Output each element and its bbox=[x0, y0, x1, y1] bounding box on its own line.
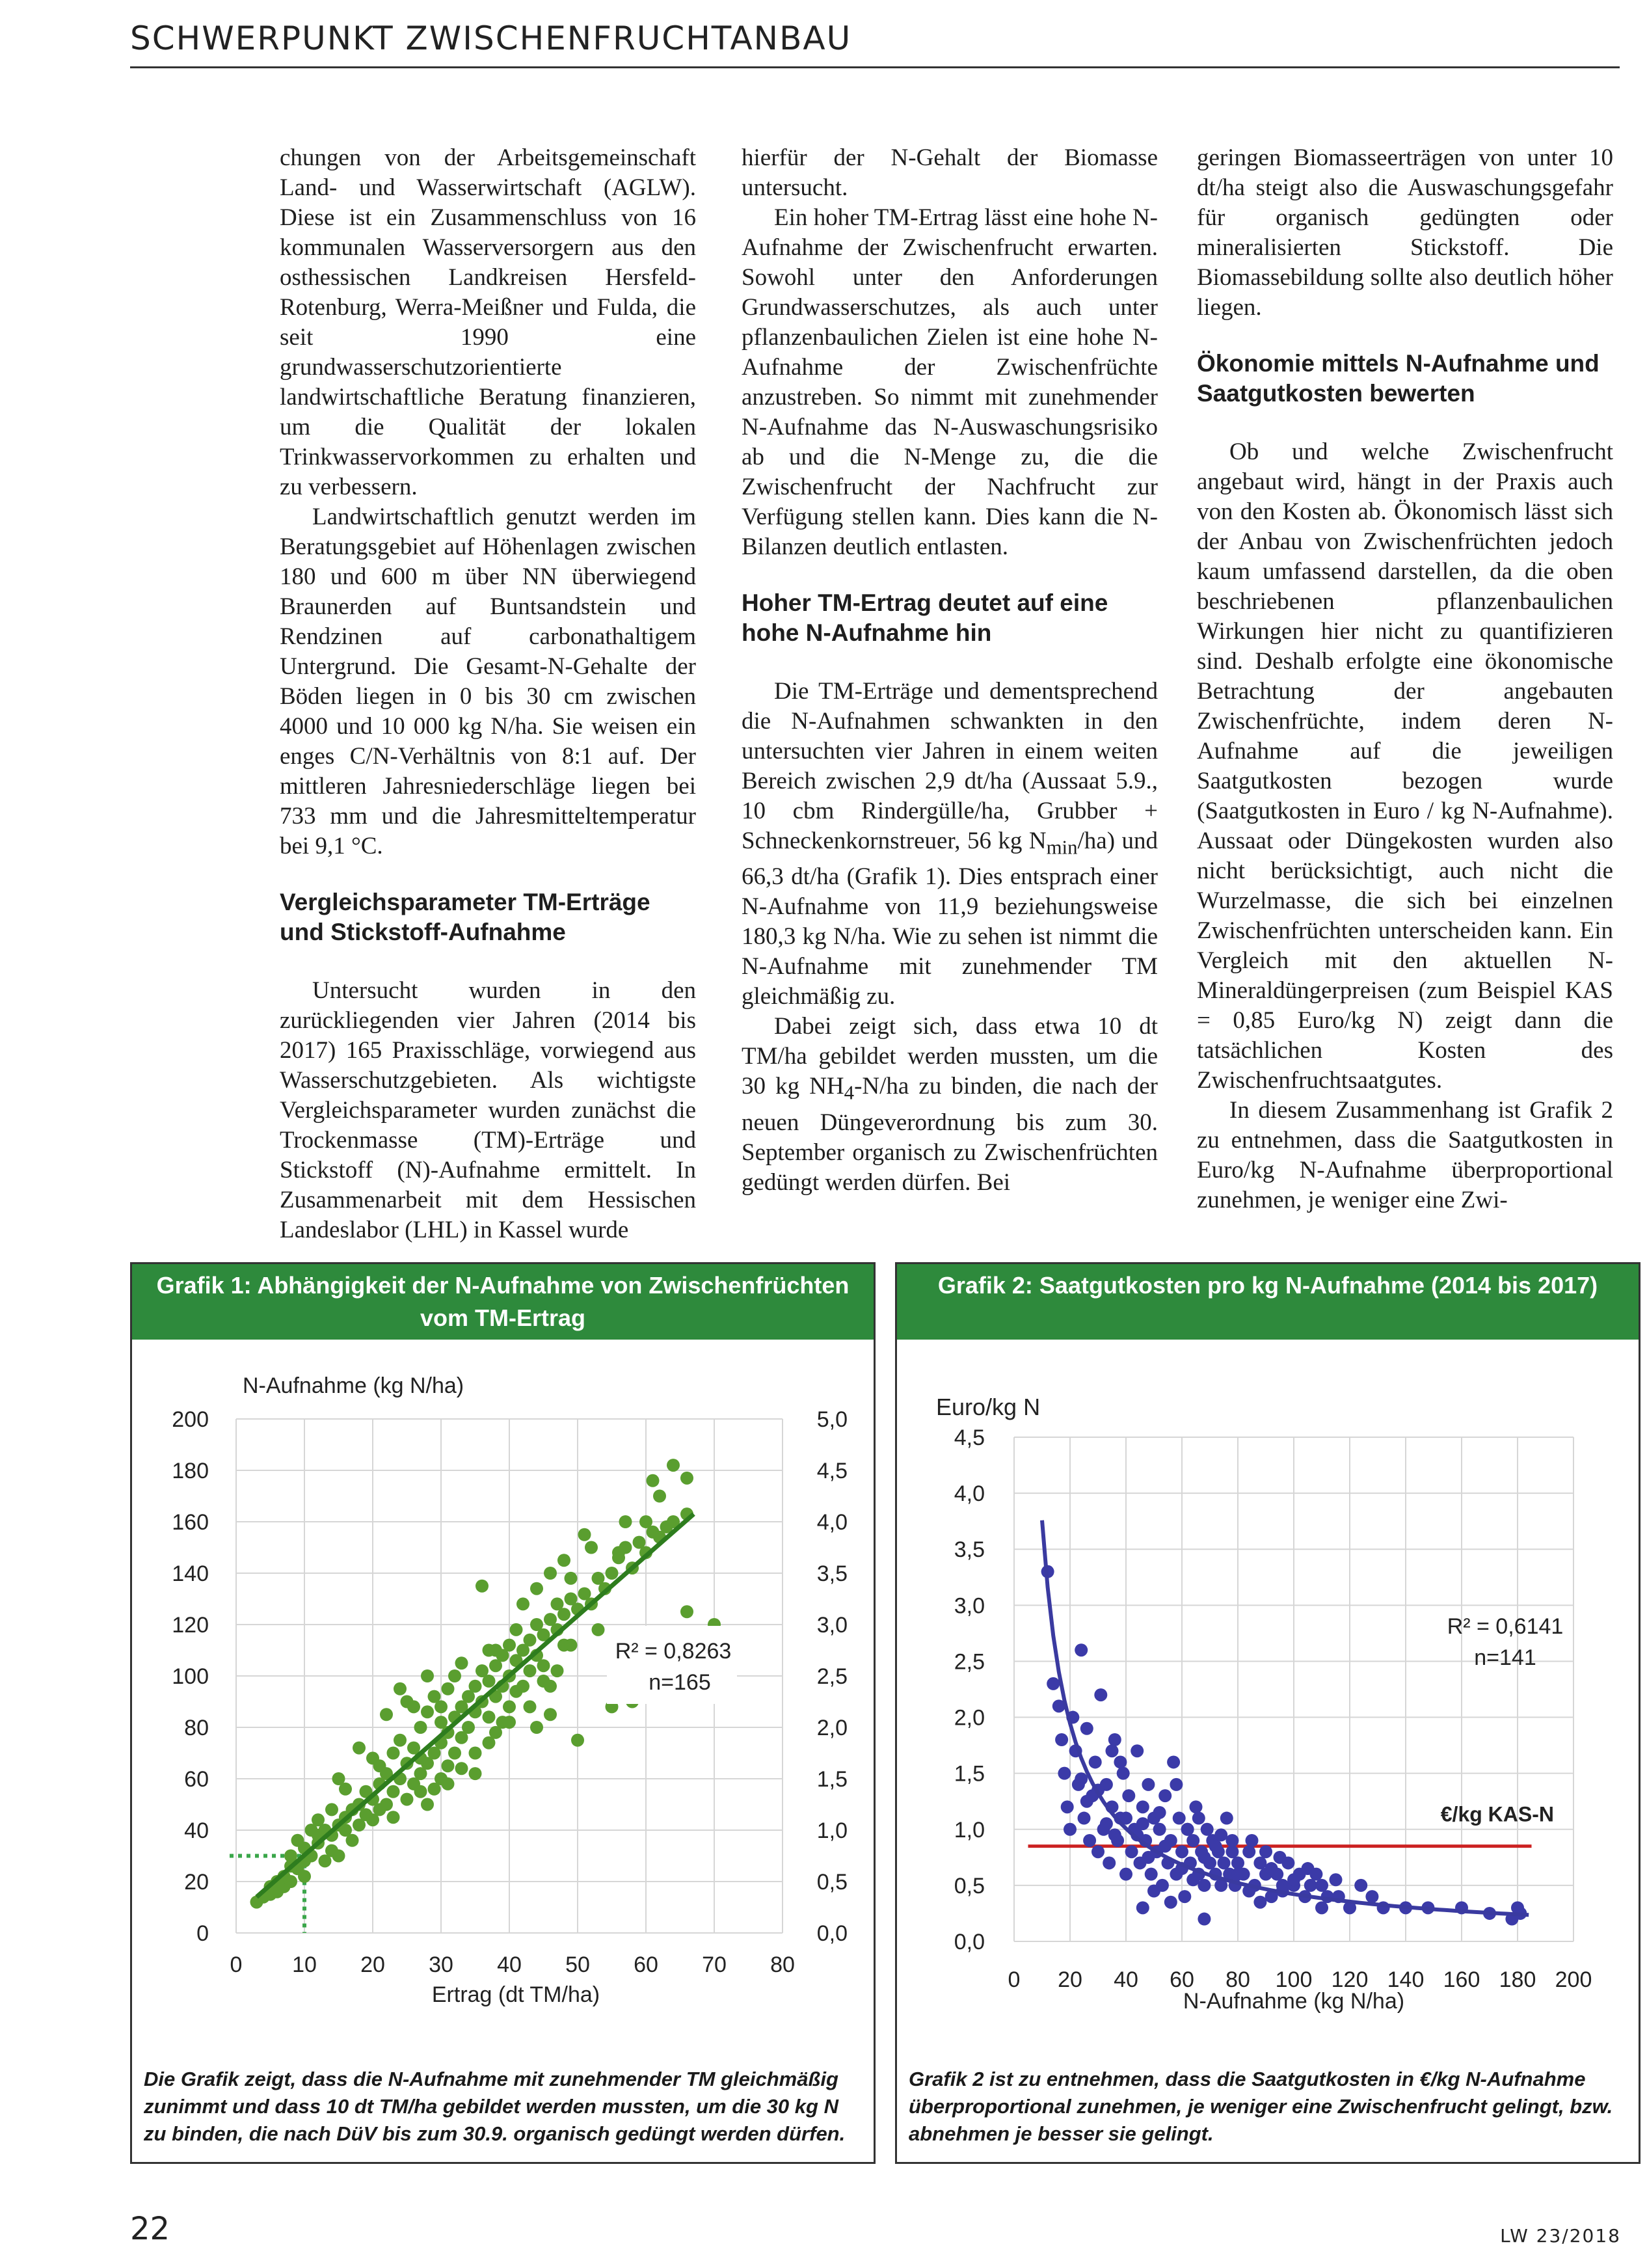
data-point bbox=[1287, 1873, 1300, 1886]
data-point bbox=[1080, 1722, 1093, 1735]
data-point bbox=[305, 1824, 318, 1837]
data-point bbox=[516, 1597, 529, 1610]
data-point bbox=[1225, 1834, 1239, 1847]
data-point bbox=[1147, 1885, 1160, 1898]
paragraph: chungen von der Arbeitsgemeinschaft Land- und Wasserwirtschaft (AGLW). Diese ist ein Zusammenschluss von 16 kommunalen Wasserversorgern aus den osthessischen Landkreisen Hersfeld-Rotenburg, Werra-Meißner und Fulda, die seit 1990 eine grundwasserschutzorientierte landwirtschaftliche Beratung finanzieren, um die Qualität der lokalen Trinkwasservorkommen zu erhalten und zu verbessern. bbox=[280, 144, 696, 500]
chart-2-caption: Grafik 2 ist zu entnehmen, dass die Saatgutkosten in €/kg N-Aufnahme überproportional zunehmen, je weniger eine Zwischenfrucht gelingt, bzw. abnehmen je besser sie gelingt. bbox=[909, 2068, 1613, 2145]
data-point bbox=[407, 1700, 420, 1713]
data-point bbox=[1075, 1643, 1088, 1656]
data-point bbox=[387, 1811, 400, 1824]
subheading: Ökonomie mittels N-Aufnahme und Saatgutkosten bewerten bbox=[1197, 350, 1600, 407]
data-point bbox=[346, 1834, 359, 1847]
data-point bbox=[592, 1623, 605, 1636]
data-point bbox=[380, 1708, 393, 1721]
data-point bbox=[1131, 1744, 1144, 1757]
y-tick-label: 0,5 bbox=[954, 1873, 985, 1898]
chart-2-heading: Grafik 2: Saatgutkosten pro kg N-Aufnahme (2014 bis 2017) bbox=[897, 1264, 1639, 1340]
y-tick-label: 4,5 bbox=[954, 1425, 985, 1450]
data-point bbox=[557, 1554, 570, 1567]
data-point bbox=[537, 1659, 550, 1672]
data-point bbox=[1153, 1823, 1166, 1836]
data-point bbox=[503, 1700, 516, 1713]
header-rule bbox=[130, 66, 1620, 68]
x-tick-label: 30 bbox=[429, 1952, 453, 1977]
data-point bbox=[1047, 1677, 1060, 1690]
y2-tick-label: 2,5 bbox=[816, 1664, 848, 1689]
data-point bbox=[530, 1721, 543, 1734]
data-point bbox=[1167, 1755, 1180, 1768]
data-point bbox=[448, 1669, 461, 1682]
data-point bbox=[483, 1675, 496, 1688]
data-point bbox=[1265, 1862, 1278, 1875]
y2-tick-label: 0,5 bbox=[816, 1870, 848, 1895]
y2-tick-label: 3,5 bbox=[816, 1561, 848, 1586]
data-point bbox=[394, 1734, 407, 1747]
data-point bbox=[1075, 1772, 1088, 1785]
data-point bbox=[1091, 1845, 1105, 1858]
data-point bbox=[373, 1759, 386, 1772]
data-point bbox=[442, 1759, 455, 1772]
x-tick-label: 180 bbox=[1499, 1967, 1536, 1992]
data-point bbox=[380, 1798, 393, 1811]
data-point bbox=[435, 1700, 448, 1713]
text-run: Die TM-Erträge und dementsprechend die N-Aufnahmen schwankten in den untersuchten vier Jahren in einem weiten Bereich zwischen 2,9 dt/ha (Aussaat 5.9., 10 cbm Rindergülle/ha, Grubber + Schneckenkornstreuer, 56 kg N bbox=[742, 678, 1158, 854]
x-tick-label: 200 bbox=[1555, 1967, 1592, 1992]
data-point bbox=[483, 1710, 496, 1723]
x-axis-label: Ertrag (dt TM/ha) bbox=[431, 1982, 600, 2007]
data-point bbox=[442, 1682, 455, 1695]
chart-2-box bbox=[895, 1262, 1640, 2164]
paragraph: Ein hoher TM-Ertrag lässt eine hohe N-Aufnahme der Zwischenfrucht erwarten. Sowohl unter den Anforderungen Grundwasserschutzes, als auch unter pflanzenbaulichen Zielen ist eine hohe N-Aufnahme der Zwischenfrüchte anzustreben. So nimmt mit zunehmender N-Aufnahme das N-Auswaschungsrisiko ab und die N-Menge zu, die die Zwischenfrucht der Nachfrucht zur Verfügung stellen kann. Dies kann die N-Bilanzen deutlich entlasten. bbox=[742, 204, 1158, 560]
data-point bbox=[1220, 1812, 1233, 1825]
data-point bbox=[551, 1664, 564, 1677]
x-tick-label: 100 bbox=[1275, 1967, 1313, 1992]
y2-tick-label: 0,0 bbox=[816, 1921, 848, 1946]
y-tick-label: 200 bbox=[172, 1407, 209, 1432]
x-tick-label: 140 bbox=[1387, 1967, 1425, 1992]
x-tick-label: 70 bbox=[702, 1952, 727, 1977]
data-point bbox=[469, 1747, 482, 1760]
y2-tick-label: 5,0 bbox=[816, 1407, 848, 1432]
data-point bbox=[1164, 1896, 1177, 1909]
article-column-2 bbox=[742, 143, 1158, 1249]
y-tick-label: 4,0 bbox=[954, 1481, 985, 1507]
paragraph bbox=[742, 1012, 1158, 1197]
y-tick-label: 1,0 bbox=[954, 1817, 985, 1843]
x-tick-label: 20 bbox=[360, 1952, 385, 1977]
x-tick-label: 10 bbox=[292, 1952, 317, 1977]
data-point bbox=[1225, 1845, 1239, 1858]
x-tick-label: 40 bbox=[497, 1952, 522, 1977]
data-point bbox=[1201, 1823, 1214, 1836]
data-point bbox=[524, 1700, 537, 1713]
data-point bbox=[1058, 1767, 1071, 1780]
data-point bbox=[1231, 1868, 1244, 1881]
chart-1-heading: Grafik 1: Abhängigkeit der N-Aufnahme von Zwischenfrüchten vom TM-Ertrag bbox=[132, 1264, 874, 1340]
data-point bbox=[1125, 1845, 1138, 1858]
text-run: Dabei zeigt sich, dass etwa 10 dt TM/ha gebildet werden mussten, um die 30 kg NH bbox=[742, 1013, 1158, 1100]
data-point bbox=[387, 1747, 400, 1760]
data-point bbox=[496, 1716, 509, 1729]
article-column-3 bbox=[1197, 143, 1613, 1249]
y-tick-label: 3,0 bbox=[954, 1593, 985, 1619]
data-point bbox=[619, 1515, 632, 1528]
data-point bbox=[1259, 1845, 1272, 1858]
r-squared-label: R² = 0,8263 bbox=[615, 1639, 732, 1664]
x-tick-label: 0 bbox=[230, 1952, 243, 1977]
data-point bbox=[421, 1669, 434, 1682]
data-point bbox=[291, 1834, 304, 1847]
data-point bbox=[421, 1798, 434, 1811]
data-point bbox=[1315, 1901, 1328, 1914]
data-point bbox=[442, 1777, 455, 1790]
data-point bbox=[1192, 1812, 1205, 1825]
data-point bbox=[510, 1685, 523, 1698]
paragraph: In diesem Zusammenhang ist Grafik 2 zu entnehmen, dass die Saatgutkosten in Euro/kg N-Aufnahme überproportional zunehmen, je weniger eine Zwi- bbox=[1197, 1097, 1613, 1213]
data-point bbox=[578, 1528, 591, 1541]
y-axis-label: N-Aufnahme (kg N/ha) bbox=[243, 1373, 464, 1398]
data-point bbox=[1214, 1828, 1227, 1841]
data-point bbox=[353, 1742, 366, 1755]
data-point bbox=[1119, 1868, 1132, 1881]
data-point bbox=[1170, 1778, 1183, 1791]
y-tick-label: 120 bbox=[172, 1613, 209, 1638]
data-point bbox=[653, 1490, 666, 1503]
x-tick-label: 160 bbox=[1443, 1967, 1480, 1992]
article-column-1 bbox=[280, 143, 696, 1249]
x-tick-label: 0 bbox=[1008, 1967, 1021, 1992]
data-point bbox=[1136, 1800, 1149, 1813]
data-point bbox=[1158, 1840, 1172, 1853]
data-point bbox=[565, 1639, 578, 1652]
data-point bbox=[1274, 1851, 1287, 1864]
data-point bbox=[462, 1721, 475, 1734]
data-point bbox=[1094, 1688, 1107, 1701]
paragraph: Landwirtschaftlich genutzt werden im Beratungsgebiet auf Höhenlagen zwischen 180 und 600 m über NN überwiegend Braunerden auf Buntsandstein und Rendzinen auf carbonathaltigem Untergrund. Die Gesamt-N-Gehalte der Böden liegen in 0 bis 30 cm zwischen 4000 und 10 000 kg N/ha. Sie weisen ein enges C/N-Verhältnis von 8:1 auf. Der mittleren Jahresniederschläge liegen bei 733 mm und die Jahresmitteltemperatur bei 9,1 °C. bbox=[280, 504, 696, 859]
data-point bbox=[1253, 1896, 1266, 1909]
x-tick-label: 80 bbox=[1225, 1967, 1250, 1992]
data-point bbox=[1145, 1868, 1158, 1881]
y-tick-label: 140 bbox=[172, 1561, 209, 1586]
y-tick-label: 0 bbox=[196, 1921, 209, 1946]
data-point bbox=[483, 1736, 496, 1749]
data-point bbox=[606, 1567, 619, 1580]
data-point bbox=[1198, 1879, 1211, 1892]
data-point bbox=[565, 1572, 578, 1585]
paragraph: hierfür der N-Gehalt der Biomasse untersucht. bbox=[742, 144, 1158, 201]
chart-1-caption: Die Grafik zeigt, dass die N-Aufnahme mit zunehmender TM gleichmäßig zunimmt und dass 10 dt TM/ha gebildet werden mussten, um die 30 kg N zu binden, die nach DüV bis zum 30.9. organisch gedüngt werden dürfen. bbox=[144, 2068, 846, 2145]
y-tick-label: 1,5 bbox=[954, 1761, 985, 1787]
data-point bbox=[1231, 1856, 1244, 1869]
data-point bbox=[1158, 1789, 1172, 1802]
data-point bbox=[1142, 1778, 1155, 1791]
chart-1-svg bbox=[132, 1340, 874, 2016]
data-point bbox=[1178, 1890, 1191, 1903]
data-point bbox=[1055, 1733, 1068, 1746]
data-point bbox=[1108, 1828, 1121, 1841]
x-tick-label: 120 bbox=[1331, 1967, 1369, 1992]
data-point bbox=[401, 1793, 414, 1806]
data-point bbox=[530, 1582, 543, 1595]
data-point bbox=[1080, 1795, 1093, 1808]
r-squared-label: R² = 0,6141 bbox=[1447, 1614, 1564, 1639]
y2-tick-label: 2,0 bbox=[816, 1716, 848, 1740]
data-point bbox=[1253, 1856, 1266, 1869]
y-tick-label: 80 bbox=[184, 1716, 209, 1740]
data-point bbox=[1181, 1823, 1194, 1836]
data-point bbox=[503, 1639, 516, 1652]
section-title: SCHWERPUNKT ZWISCHENFRUCHTANBAU bbox=[130, 20, 852, 57]
data-point bbox=[1173, 1812, 1186, 1825]
chart-2-svg bbox=[897, 1340, 1639, 2016]
issue-label: LW 23/2018 bbox=[1500, 2225, 1621, 2247]
paragraph: geringen Biomasseerträgen von unter 10 dt/ha steigt also die Auswaschungsgefahr für organisch gedüngten oder mineralisierten Stickstoff. Die Biomassebildung sollte also deutlich höher liegen. bbox=[1197, 144, 1613, 321]
data-point bbox=[537, 1675, 550, 1688]
data-point bbox=[647, 1474, 660, 1487]
data-point bbox=[1315, 1879, 1328, 1892]
data-point bbox=[414, 1785, 427, 1798]
page-number: 22 bbox=[130, 2211, 170, 2247]
data-point bbox=[524, 1634, 537, 1647]
y-tick-label: 40 bbox=[184, 1818, 209, 1843]
y2-tick-label: 3,0 bbox=[816, 1613, 848, 1638]
y-tick-label: 180 bbox=[172, 1459, 209, 1483]
text-run: /ha) und 66,3 dt/ha (Grafik 1). Dies entsprach einer N-Aufnahme von 11,9 beziehungsweise 180,3 kg N/ha. Wie zu sehen ist nimmt die N-Aufnahme mit zunehmender TM gleichmäßig zu. bbox=[742, 828, 1158, 1010]
data-point bbox=[1218, 1856, 1231, 1869]
data-point bbox=[544, 1567, 557, 1580]
y-tick-label: 3,5 bbox=[954, 1537, 985, 1563]
subheading: Vergleichsparameter TM-Erträge und Stickstoff-Aufnahme bbox=[280, 889, 650, 945]
data-point bbox=[455, 1656, 468, 1669]
data-point bbox=[1209, 1840, 1222, 1853]
data-point bbox=[448, 1747, 461, 1760]
data-point bbox=[557, 1608, 570, 1621]
x-tick-label: 80 bbox=[770, 1952, 795, 1977]
data-point bbox=[1061, 1800, 1074, 1813]
data-point bbox=[1117, 1767, 1130, 1780]
data-point bbox=[1198, 1851, 1211, 1864]
data-point bbox=[469, 1767, 482, 1780]
data-point bbox=[1175, 1845, 1188, 1858]
sample-size-label: n=165 bbox=[649, 1670, 711, 1695]
y-axis-label: Euro/kg N bbox=[936, 1394, 1041, 1420]
data-point bbox=[489, 1644, 502, 1657]
data-point bbox=[469, 1680, 482, 1693]
data-point bbox=[1190, 1800, 1203, 1813]
x-tick-label: 60 bbox=[634, 1952, 658, 1977]
data-point bbox=[1078, 1812, 1091, 1825]
y2-tick-label: 1,0 bbox=[816, 1818, 848, 1843]
x-tick-label: 20 bbox=[1058, 1967, 1082, 1992]
y-tick-label: 160 bbox=[172, 1510, 209, 1535]
data-point bbox=[1304, 1879, 1317, 1892]
data-point bbox=[1242, 1845, 1255, 1858]
x-tick-label: 60 bbox=[1170, 1967, 1194, 1992]
data-point bbox=[1108, 1733, 1121, 1746]
data-point bbox=[1089, 1755, 1102, 1768]
text-run: -N/ha zu binden, die nach der neuen Düngeverordnung bis zum 30. September organisch zu Zwischenfrüchten gedüngt werden dürfen. Bei bbox=[742, 1073, 1158, 1196]
y-tick-label: 2,5 bbox=[954, 1649, 985, 1675]
data-point bbox=[1083, 1834, 1096, 1847]
data-point bbox=[1302, 1862, 1315, 1875]
data-point bbox=[1064, 1823, 1077, 1836]
data-point bbox=[510, 1623, 523, 1636]
data-point bbox=[1365, 1890, 1378, 1903]
data-point bbox=[332, 1850, 345, 1863]
data-point bbox=[421, 1705, 434, 1718]
y-tick-label: 20 bbox=[184, 1870, 209, 1895]
data-point bbox=[455, 1762, 468, 1775]
x-axis-label: N-Aufnahme (kg N/ha) bbox=[1183, 1989, 1405, 2014]
data-point bbox=[639, 1515, 652, 1528]
y-tick-label: 0,0 bbox=[954, 1930, 985, 1954]
data-point bbox=[414, 1721, 427, 1734]
data-point bbox=[394, 1682, 407, 1695]
paragraph: Untersucht wurden in den zurückliegenden vier Jahren (2014 bis 2017) 165 Praxisschläge, vorwiegend aus Wasserschutzgebieten. Als wichtigste Vergleichsparameter wurden zunächst die Trockenmasse (TM)-Erträge und Stickstoff (N)-Aufnahme ermittelt. In Zusammenarbeit mit dem Hessischen Landeslabor (LHL) in Kassel wurde bbox=[280, 977, 696, 1243]
sample-size-label: n=141 bbox=[1474, 1645, 1536, 1670]
data-point bbox=[1103, 1856, 1116, 1869]
subscript: min bbox=[1046, 836, 1078, 859]
chart-1-box bbox=[130, 1262, 876, 2164]
y-tick-label: 2,0 bbox=[954, 1705, 985, 1731]
y-tick-label: 60 bbox=[184, 1767, 209, 1792]
kas-reference-label: €/kg KAS-N bbox=[1440, 1802, 1554, 1826]
data-point bbox=[1153, 1806, 1166, 1819]
data-point bbox=[325, 1803, 338, 1816]
data-point bbox=[680, 1605, 693, 1618]
data-point bbox=[1136, 1817, 1149, 1830]
data-point bbox=[1106, 1744, 1119, 1757]
data-point bbox=[1114, 1755, 1127, 1768]
subscript: 4 bbox=[844, 1081, 855, 1104]
data-point bbox=[1122, 1789, 1135, 1802]
data-point bbox=[1136, 1901, 1149, 1914]
data-point bbox=[1142, 1851, 1155, 1864]
data-point bbox=[1186, 1834, 1199, 1847]
y2-tick-label: 4,0 bbox=[816, 1510, 848, 1535]
data-point bbox=[1330, 1873, 1343, 1886]
subheading: Hoher TM-Ertrag deutet auf eine hohe N-Aufnahme hin bbox=[742, 589, 1108, 646]
data-point bbox=[612, 1546, 625, 1559]
data-point bbox=[571, 1734, 584, 1747]
data-point bbox=[1186, 1873, 1199, 1886]
x-tick-label: 40 bbox=[1114, 1967, 1138, 1992]
data-point bbox=[1100, 1817, 1113, 1830]
paragraph: Ob und welche Zwischenfrucht angebaut wird, hängt in der Praxis auch von den Kosten ab. Ökonomisch lässt sich der Anbau von Zwischenfrüchten jedoch kaum umfassend darstellen, da die oben beschriebenen pflanzenbaulichen Wirkungen hier nicht zu quantifizieren sind. Deshalb erfolgte eine ökonomische Betrachtung der angebauten Zwischenfrüchte, indem deren N-Aufnahme auf die jeweiligen Saatgutkosten bezogen wurde (Saatgutkosten in Euro / kg N-Aufnahme). Aussaat oder Düngekosten wurden also nicht berücksichtigt, auch nicht die Wurzelmasse, die sich bei einzelnen Zwischenfrüchten unterscheiden kann. Ein Vergleich mit den aktuellen N-Mineraldüngerpreisen (zum Beispiel KAS = 0,85 Euro/kg N) zeigt dann die tatsächlichen Kosten des Zwischenfruchtsaatgutes. bbox=[1197, 439, 1613, 1094]
data-point bbox=[544, 1708, 557, 1721]
data-point bbox=[667, 1459, 680, 1472]
data-point bbox=[475, 1580, 489, 1593]
x-tick-label: 50 bbox=[565, 1952, 590, 1977]
y2-tick-label: 1,5 bbox=[816, 1767, 848, 1792]
y-tick-label: 100 bbox=[172, 1664, 209, 1689]
data-point bbox=[1246, 1834, 1259, 1847]
data-point bbox=[332, 1772, 345, 1785]
data-point bbox=[298, 1870, 311, 1883]
y2-tick-label: 4,5 bbox=[816, 1459, 848, 1483]
data-point bbox=[680, 1472, 693, 1485]
data-point bbox=[585, 1541, 598, 1554]
paragraph bbox=[742, 677, 1158, 1012]
data-point bbox=[1198, 1913, 1211, 1926]
data-point bbox=[428, 1783, 441, 1796]
data-point bbox=[1354, 1879, 1367, 1892]
data-point bbox=[387, 1785, 400, 1798]
data-point bbox=[524, 1664, 537, 1677]
